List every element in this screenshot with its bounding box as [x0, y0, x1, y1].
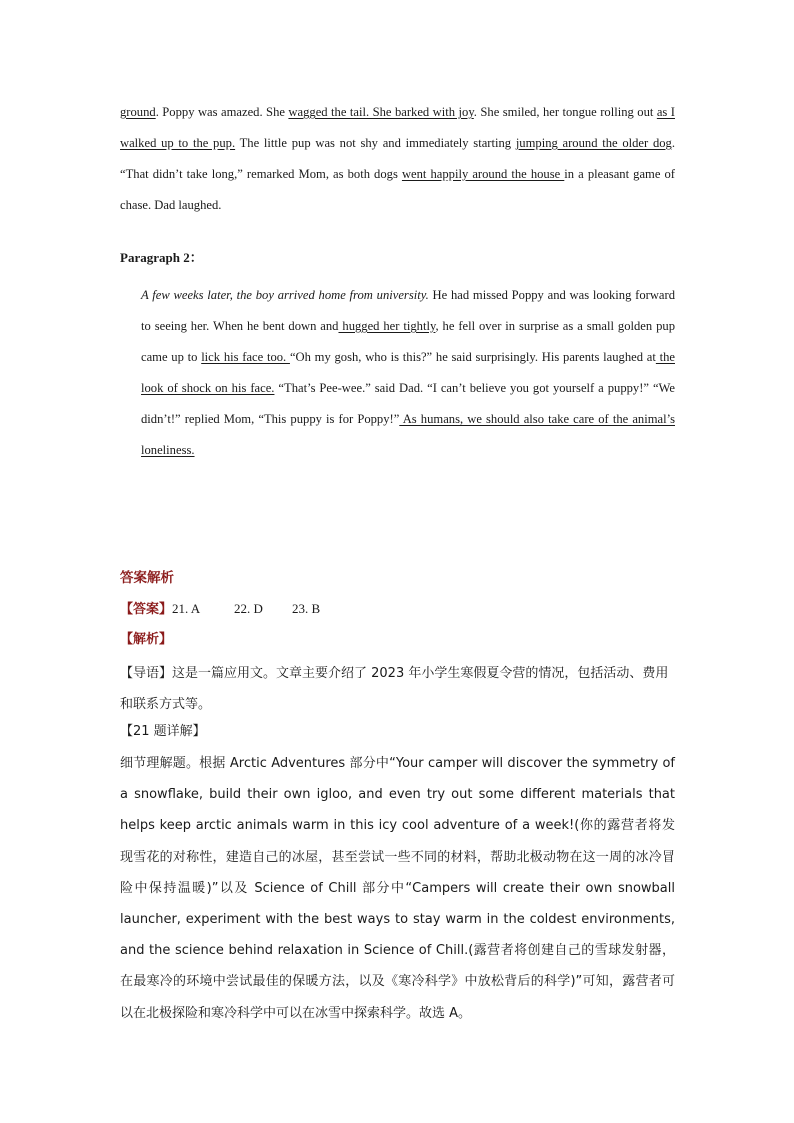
- underlined-phrase: wagged the tail. She barked with joy: [288, 105, 474, 119]
- text-segment: “Oh my gosh, who is this?” he said surprisingly. His parents laughed at: [289, 350, 656, 364]
- paragraph-2: [141, 280, 675, 466]
- underlined-phrase: hugged her tightly: [338, 319, 436, 333]
- text-segment: . Poppy was amazed. She: [155, 105, 289, 119]
- answer-21: 21. A: [172, 601, 201, 616]
- guide-text: 【导语】这是一篇应用文。文章主要介绍了 2023 年小学生寒假夏令营的情况，包括活动、费用和联系方式等。: [120, 666, 669, 712]
- underlined-phrase: lick his face too.: [201, 350, 290, 364]
- analysis-tag: 【解析】: [120, 632, 173, 647]
- question-21-tag: 【21 题详解】: [120, 724, 206, 739]
- answer-line: [120, 598, 320, 617]
- underlined-phrase: As humans, we should also take care of the animal’s loneliness.: [141, 412, 675, 457]
- paragraph-2-lead: A few weeks later, the boy arrived home from university.: [141, 288, 429, 302]
- text-segment: in a pleasant game of chase. Dad laughed.: [120, 167, 675, 212]
- text-segment: , he fell over in surprise as a small golden pup came up to: [141, 319, 675, 364]
- answer-values: [172, 601, 320, 616]
- text-segment: He had missed Poppy and was looking forward to seeing her. When he bent down and: [141, 288, 675, 333]
- underlined-phrase: ground: [120, 105, 156, 119]
- answer-section-title: 答案解析: [120, 570, 174, 586]
- underlined-phrase: jumping around the older dog: [515, 136, 672, 150]
- question-21-detail: 细节理解题。根据 Arctic Adventures 部分中“Your camper will discover the symmetry of a snowflake, build their own igloo, and even try out some different materials that helps keep arctic animals warm in this icy cool adventure of a week!(你的露营者将发现雪花的对称性，建造自己的冰屋，甚至尝试一些不同的材料，帮助北极动物在这一周的冰冷冒险中保持温暖)”以及 Science of Chill 部分中“Campers will create their own snowball launcher, experiment with the best ways to stay warm in the coldest environments, and the science behind relaxation in Science of Chill.(露营者将创建自己的雪球发射器，在最寒冷的环境中尝试最佳的保暖方法，以及《寒冷科学》中放松背后的科学)”可知，露营者可以在北极探险和寒冷科学中可以在冰雪中探索科学。故选 A。: [120, 756, 675, 1021]
- answer-22: 22. D: [234, 601, 263, 616]
- underlined-phrase: the look of shock on his face.: [141, 350, 675, 395]
- text-segment: . “That didn’t take long,” remarked Mom, as both dogs: [120, 136, 675, 181]
- answer-tag: 【答案】: [120, 602, 173, 617]
- answer-23: 23. B: [292, 601, 321, 616]
- underlined-phrase: went happily around the house: [401, 167, 565, 181]
- paragraph-1-continuation: [120, 97, 675, 221]
- text-segment: . She smiled, her tongue rolling out: [473, 105, 657, 119]
- text-segment: The little pup was not shy and immediately starting: [235, 136, 516, 150]
- underlined-phrase: as I walked up to the pup.: [120, 105, 675, 150]
- paragraph-2-heading: Paragraph 2：: [120, 250, 203, 265]
- text-segment: “That’s Pee-wee.” said Dad. “I can’t believe you got yourself a puppy!” “We didn’t!” replied Mom, “This puppy is for Poppy!”: [141, 381, 676, 426]
